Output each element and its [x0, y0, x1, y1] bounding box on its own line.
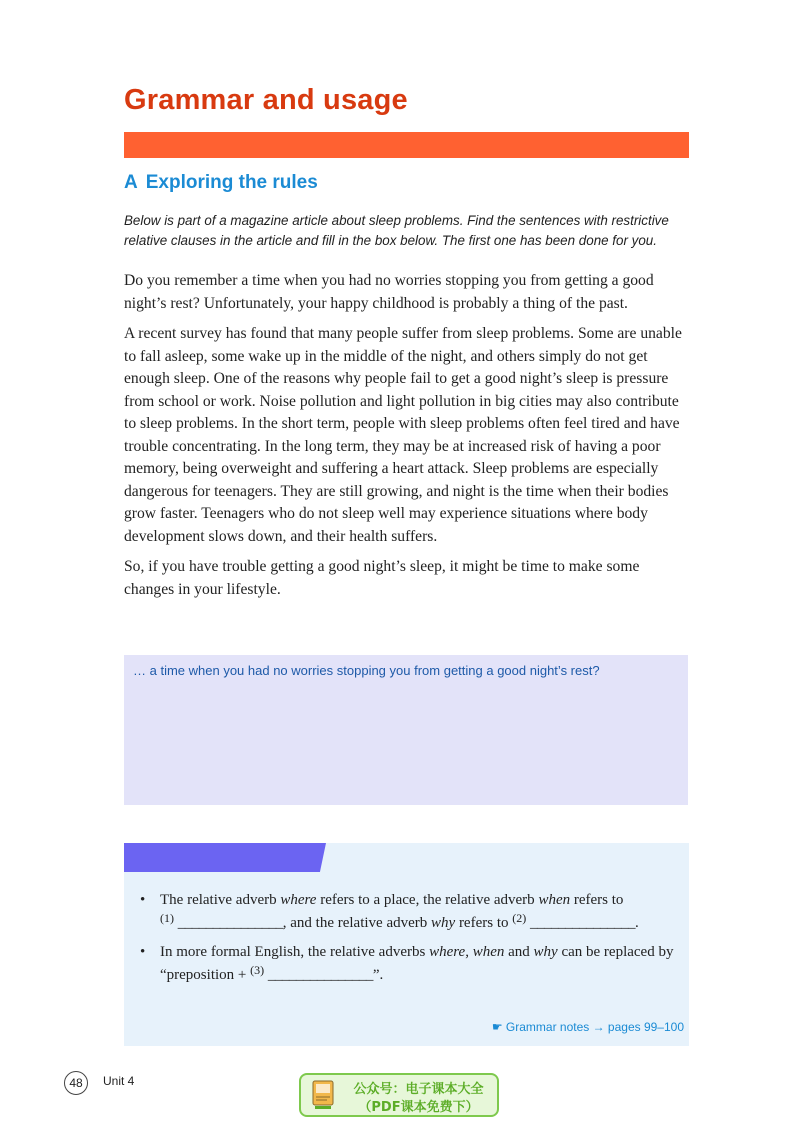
- rule-text: refers to: [570, 892, 624, 908]
- rule-text: and: [504, 944, 534, 960]
- rule-keyword: why: [431, 915, 456, 931]
- rules-list: [140, 889, 680, 993]
- rule-text: ”.: [372, 967, 384, 983]
- rule-text: In more formal English, the relative adverbs: [160, 944, 430, 960]
- rule-keyword: when: [472, 944, 505, 960]
- rules-box: [124, 843, 689, 1046]
- unit-label: Unit 4: [103, 1074, 135, 1088]
- blank-2[interactable]: _______________: [530, 915, 635, 931]
- watermark: [299, 1073, 499, 1117]
- page-number: 48: [64, 1071, 88, 1095]
- watermark-line-2: （PDF课本免费下）: [358, 1100, 479, 1115]
- rule-text: , and the relative adverb: [282, 915, 432, 931]
- answer-example: … a time when you had no worries stopping you from getting a good night’s rest?: [133, 663, 600, 678]
- rule-text: refers to a place, the relative adverb: [316, 892, 539, 908]
- article-paragraph: Do you remember a time when you had no worries stopping you from getting a good night’s rest? Unfortunately, your happy childhood is probably a thing of the past.: [124, 272, 654, 312]
- grammar-notes-link[interactable]: ☛ Grammar notes → pages 99–100: [491, 1020, 684, 1034]
- answer-box[interactable]: [124, 655, 688, 805]
- rule-item: [140, 941, 680, 987]
- watermark-line-1: 公众号：电子课本大全: [353, 1082, 484, 1097]
- rule-text: refers to: [455, 915, 513, 931]
- rule-text: ,: [465, 944, 473, 960]
- blank-1[interactable]: _______________: [177, 915, 283, 931]
- book-logo-icon: [311, 1079, 335, 1111]
- rule-keyword: why: [533, 944, 558, 960]
- bullet: •: [140, 944, 146, 960]
- rule-keyword: where: [280, 892, 317, 908]
- rule-keyword: where: [429, 944, 466, 960]
- instructions: Below is part of a magazine article about sleep problems. Find the sentences with restrictive relative clauses in the article and fill in the box below. The first one has been done for you.: [124, 213, 669, 248]
- blank-number: (1): [160, 911, 174, 925]
- article-paragraph: A recent survey has found that many people suffer from sleep problems. Some are unable to fall asleep, some wake up in the middle of the night, and others simply do not get enough sleep. One of the reasons why people fail to get a good night’s sleep is pressure from school or work. Noise pollution and light pollution in big cities may also contribute to sleep problems. In the short term, people with sleep problems often feel tired and have trouble concentrating. In the long term, they may be at increased risk of having a poor memory, being overweight and suffering a heart attack. Sleep problems are especially dangerous for teenagers. They are still growing, and night is the time when their bodies grow faster. Teenagers who do not sleep well may experience situations where body development slows down, and their health suffers.: [124, 325, 682, 545]
- blank-number: (2): [512, 911, 527, 925]
- rule-text: can be replaced by “preposition +: [160, 944, 674, 983]
- section-heading-text: Exploring the rules: [145, 172, 318, 193]
- rule-text: The relative adverb: [160, 892, 281, 908]
- page-title: Grammar and usage: [124, 84, 408, 116]
- magazine-article: [124, 270, 690, 609]
- rule-item: [140, 889, 680, 935]
- section-heading: [124, 172, 318, 194]
- blank-3[interactable]: _______________: [267, 967, 373, 983]
- title-bar: [124, 132, 689, 158]
- rule-keyword: when: [538, 892, 571, 908]
- bullet: •: [140, 892, 146, 908]
- blank-number: (3): [250, 963, 265, 977]
- rules-tab: [124, 843, 326, 872]
- rule-text: .: [635, 915, 639, 931]
- section-letter: A: [124, 172, 138, 193]
- article-paragraph: So, if you have trouble getting a good night’s sleep, it might be time to make some changes in your lifestyle.: [124, 558, 640, 598]
